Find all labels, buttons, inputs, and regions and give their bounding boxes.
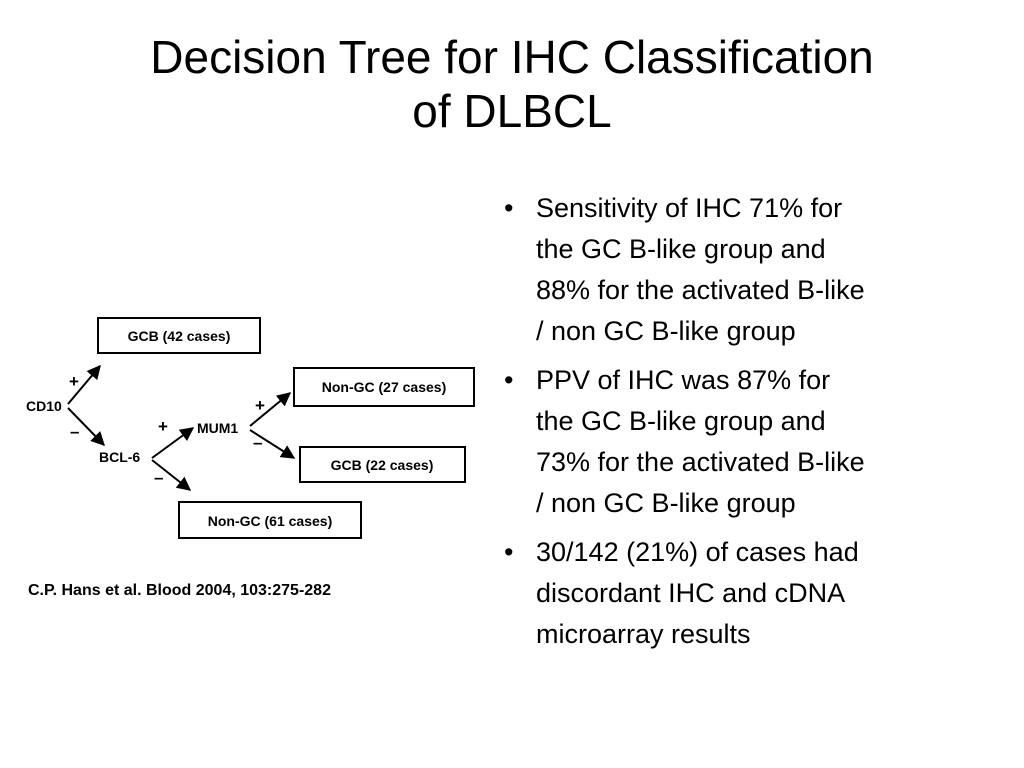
bullet-line: the GC B-like group and <box>536 234 826 264</box>
outcome-box-nongc-61 <box>179 502 361 538</box>
bullet-item <box>496 188 996 352</box>
outcome-label-nongc-61: Non-GC (61 cases) <box>207 513 333 529</box>
citation: C.P. Hans et al. Blood 2004, 103:275-282 <box>28 582 331 599</box>
bullet-line: 88% for the activated B-like <box>536 275 865 305</box>
node-bcl6: BCL-6 <box>99 449 141 465</box>
sign-bcl6-negative: – <box>154 468 164 487</box>
node-cd10: CD10 <box>26 398 62 414</box>
bullet-line: discordant IHC and cDNA <box>536 578 846 608</box>
slide-title-line-2: of DLBCL <box>412 85 612 137</box>
bullet-list <box>496 188 996 663</box>
bullet-item <box>496 360 996 524</box>
sign-mum1-negative: – <box>253 433 263 452</box>
bullet-line: microarray results <box>536 619 751 649</box>
slide-title <box>0 30 1024 138</box>
slide-title-line-1: Decision Tree for IHC Classification <box>150 31 874 83</box>
outcome-box-gcb-22 <box>300 447 465 482</box>
bullet-item <box>496 532 996 655</box>
sign-cd10-positive: + <box>69 372 79 391</box>
decision-tree-diagram <box>0 300 500 560</box>
bullet-line: / non GC B-like group <box>536 488 796 518</box>
outcome-box-nongc-27 <box>294 368 474 406</box>
bullet-line: 30/142 (21%) of cases had <box>536 537 859 567</box>
bullet-line: PPV of IHC was 87% for <box>536 365 831 395</box>
outcome-box-gcb-42 <box>98 318 260 353</box>
bullet-line: / non GC B-like group <box>536 316 796 346</box>
bullet-marker: • <box>504 537 514 567</box>
bullet-line: 73% for the activated B-like <box>536 447 865 477</box>
sign-mum1-positive: + <box>255 396 265 415</box>
bullet-marker: • <box>504 365 514 395</box>
bullet-line: Sensitivity of IHC 71% for <box>536 193 843 223</box>
sign-bcl6-positive: + <box>158 417 168 436</box>
bullet-marker: • <box>504 193 514 223</box>
outcome-label-gcb-42: GCB (42 cases) <box>127 328 231 344</box>
outcome-label-gcb-22: GCB (22 cases) <box>330 457 434 473</box>
outcome-label-nongc-27: Non-GC (27 cases) <box>321 379 447 395</box>
bullet-line: the GC B-like group and <box>536 406 826 436</box>
sign-cd10-negative: – <box>70 422 80 441</box>
node-mum1: MUM1 <box>197 420 239 436</box>
